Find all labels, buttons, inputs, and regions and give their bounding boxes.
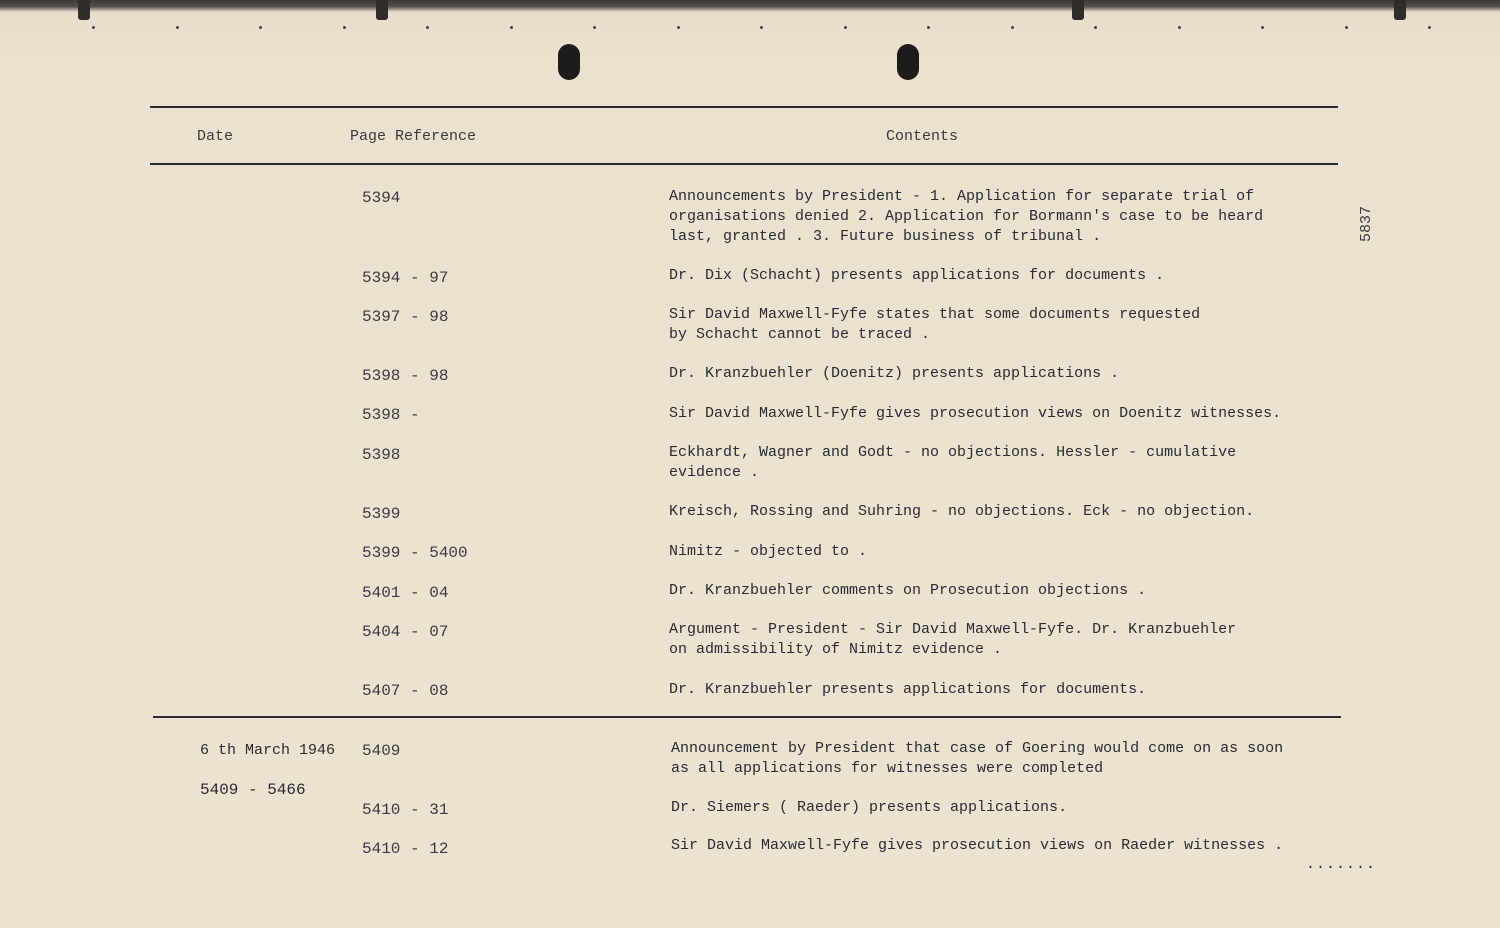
entry-contents: Announcements by President - 1. Application for separate trial of organisations denied 2. Application for Bormann's case to be heard last, granted . 3. Future business of tribunal . [669, 188, 1264, 245]
card-top-edge [0, 0, 1500, 12]
entry-page-ref: 5394 - 97 [362, 269, 449, 287]
section-date-range: 5409 - 5466 [200, 781, 306, 799]
header-bottom-rule [150, 163, 1338, 165]
entry-page-ref: 5398 [362, 446, 401, 464]
entry-contents: Dr. Kranzbuehler presents applications for documents. [669, 681, 1147, 698]
entry-page-ref: 5399 - 5400 [362, 544, 468, 562]
entry-contents: Sir David Maxwell-Fyfe gives prosecution views on Doenitz witnesses. [669, 405, 1282, 422]
continuation-dots: ....... [1306, 856, 1377, 873]
entry-contents: Announcement by President that case of Goering would come on as soon as all applications for witnesses were completed [671, 740, 1284, 777]
edge-tick-mark [92, 26, 95, 29]
entry-page-ref: 5399 [362, 505, 401, 523]
entry-page-ref: 5410 - 31 [362, 801, 449, 819]
edge-tick-mark [1178, 26, 1181, 29]
edge-tick-mark [1011, 26, 1014, 29]
entry-contents: Dr. Siemers ( Raeder) presents applications. [671, 799, 1068, 816]
header-top-rule [150, 106, 1338, 108]
entry-contents: Argument - President - Sir David Maxwell-Fyfe. Dr. Kranzbuehler on admissibility of Nimitz evidence . [669, 621, 1237, 658]
binding-tab [78, 0, 90, 20]
edge-tick-mark [510, 26, 513, 29]
entry-page-ref: 5398 - 98 [362, 367, 449, 385]
entry-page-ref: 5394 [362, 189, 401, 207]
entry-contents: Sir David Maxwell-Fyfe states that some documents requested by Schacht cannot be traced . [669, 306, 1201, 343]
entry-contents: Sir David Maxwell-Fyfe gives prosecution views on Raeder witnesses . [671, 837, 1284, 854]
entry-page-ref: 5404 - 07 [362, 623, 449, 641]
edge-tick-mark [677, 26, 680, 29]
entry-contents: Dr. Kranzbuehler comments on Prosecution objections . [669, 582, 1147, 599]
edge-tick-mark [1094, 26, 1097, 29]
entry-contents: Dr. Dix (Schacht) presents applications for documents . [669, 267, 1165, 284]
punch-hole [558, 44, 580, 80]
binding-tab [1394, 0, 1406, 20]
entry-page-ref: 5401 - 04 [362, 584, 449, 602]
binding-tab [1072, 0, 1084, 20]
edge-tick-mark [760, 26, 763, 29]
column-header-page-reference: Page Reference [350, 128, 477, 145]
entry-page-ref: 5398 - [362, 406, 420, 424]
edge-tick-mark [343, 26, 346, 29]
entry-page-ref: 5410 - 12 [362, 840, 449, 858]
edge-tick-mark [426, 26, 429, 29]
punch-hole [897, 44, 919, 80]
entry-contents: Kreisch, Rossing and Suhring - no objections. Eck - no objection. [669, 503, 1255, 520]
edge-tick-mark [927, 26, 930, 29]
edge-tick-mark [593, 26, 596, 29]
edge-tick-mark [1261, 26, 1264, 29]
entry-contents: Dr. Kranzbuehler (Doenitz) presents applications . [669, 365, 1120, 382]
column-header-contents: Contents [886, 128, 959, 145]
entry-page-ref: 5409 [362, 742, 401, 760]
side-page-number: 5837 [1358, 205, 1375, 242]
edge-tick-mark [1428, 26, 1431, 29]
entry-contents: Nimitz - objected to . [669, 543, 868, 560]
entry-contents: Eckhardt, Wagner and Godt - no objections. Hessler - cumulative evidence . [669, 444, 1237, 481]
section-divider [153, 716, 1341, 718]
column-header-date: Date [197, 128, 234, 145]
entry-page-ref: 5397 - 98 [362, 308, 449, 326]
edge-tick-mark [1345, 26, 1348, 29]
entry-page-ref: 5407 - 08 [362, 682, 449, 700]
binding-tab [376, 0, 388, 20]
edge-tick-mark [844, 26, 847, 29]
section-date: 6 th March 1946 [200, 742, 336, 759]
edge-tick-mark [176, 26, 179, 29]
edge-tick-mark [259, 26, 262, 29]
